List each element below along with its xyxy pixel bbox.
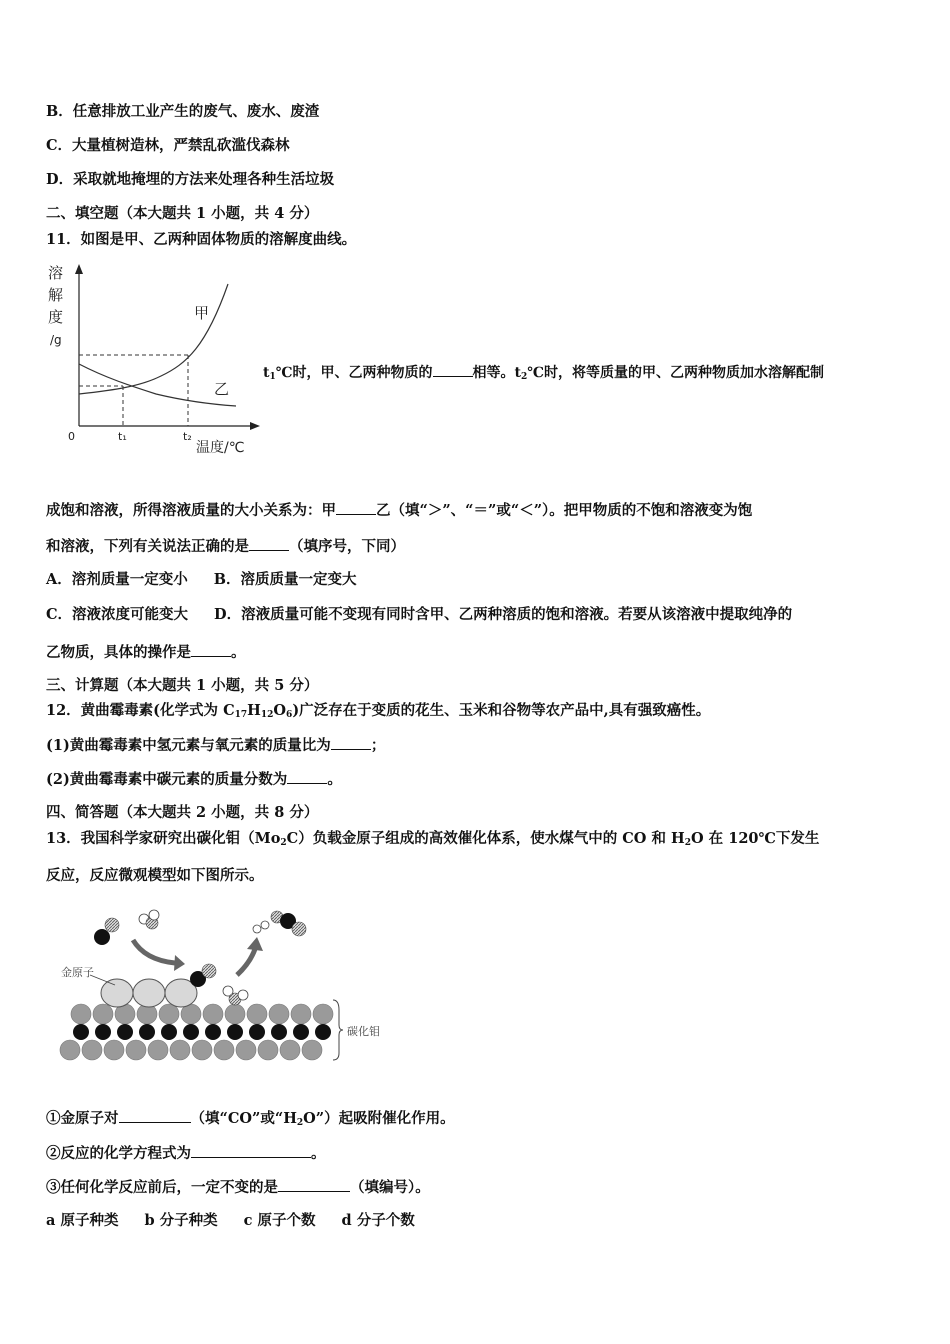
q13-opt-b: b 分子种类 (144, 1212, 218, 1229)
blank-5[interactable] (331, 735, 371, 750)
graph-origin: 0 (68, 430, 75, 443)
graph-xlabel: 温度/℃ (196, 440, 245, 456)
graph-ylabel-1: 溶 (48, 264, 64, 282)
q13-part-3: ③任何化学反应前后，一定不变的是 （填编号）。 (46, 1179, 430, 1196)
c-atom-1 (94, 929, 110, 945)
q11-text-3: 和溶液，下列有关说法正确的是 （填序号，下同） (46, 538, 405, 555)
x-axis-arrow-icon (250, 422, 260, 430)
molybdenum-carbide-substrate (60, 1004, 333, 1060)
section-4-heading: 四、简答题（本大题共 2 小题，共 8 分） (46, 804, 319, 821)
arrow-out-icon (237, 949, 255, 975)
q13-opt-c: c 原子个数 (243, 1212, 316, 1229)
y-axis-arrow-icon (75, 264, 83, 274)
q13-part-1: ①金原子对 （填“CO”或“$H_2O$”）起吸附催化作用。 (46, 1110, 455, 1128)
q13-part-2: ②反应的化学方程式为 。 (46, 1145, 326, 1162)
blank-9[interactable] (278, 1177, 350, 1192)
q13-opt-a: a 原子种类 (46, 1212, 119, 1229)
blank-7[interactable] (119, 1108, 191, 1123)
curve-yi (79, 364, 236, 406)
reaction-model-figure (55, 905, 385, 1065)
blank-4[interactable] (191, 642, 231, 657)
q11-options-cd: C．溶液浓度可能变大 D．溶液质量可能不变现有同时含甲、乙两种溶质的饱和溶液。若要从该溶液中提取纯净的 (46, 606, 793, 623)
blank-1[interactable] (433, 362, 473, 377)
q13-stem: 13．我国科学家研究出碳化钼$(Mo_2C)$负载金原子组成的高效催化体系，使水煤气中的 CO 和 $H_2O$ 在 120℃下发生 (46, 830, 820, 848)
graph-t1: t₁ (118, 430, 127, 443)
moc-label: 碳化钼 (347, 1025, 380, 1038)
blank-3[interactable] (249, 536, 289, 551)
q12-part-1: (1)黄曲霉毒素中氢元素与氧元素的质量比为 ； (46, 737, 386, 754)
q12-part-2: (2)黄曲霉毒素中碳元素的质量分数为 。 (46, 771, 342, 788)
graph-ylabel-3: 度 (48, 308, 64, 326)
q11-text-2: 成饱和溶液，所得溶液质量的大小关系为：甲 乙（填“＞”、“＝”或“＜”）。把甲物质的不饱和溶液变为饱 (46, 502, 753, 519)
gold-atoms (101, 979, 197, 1007)
graph-ylabel-2: 解 (48, 286, 64, 304)
gold-atom-label: 金原子 (61, 966, 94, 979)
q12-stem: 12．黄曲霉毒素(化学式为 $C_{17}H_{12}O_6$)广泛存在于变质的花生、玉米和谷物等农产品中,具有强致癌性。 (46, 702, 711, 720)
q13-opt-d: d 分子个数 (341, 1212, 415, 1229)
q11-text-4: 乙物质，具体的操作是 。 (46, 644, 246, 661)
solubility-curve-graph (46, 262, 261, 462)
section-3-heading: 三、计算题（本大题共 1 小题，共 5 分） (46, 677, 319, 694)
curve-label-jia: 甲 (194, 304, 210, 322)
o-atom-1 (105, 918, 119, 932)
curve-label-yi: 乙 (214, 380, 230, 398)
q13-stem-2: 反应，反应微观模型如下图所示。 (46, 867, 264, 884)
q11-stem: 11．如图是甲、乙两种固体物质的溶解度曲线。 (46, 231, 357, 248)
q11-text-1: $t_1℃$时，甲、乙两种物质的 相等。$t_2℃$时，将等质量的甲、乙两种物质加水溶解配制 (263, 362, 824, 387)
blank-2[interactable] (336, 500, 376, 515)
graph-t2: t₂ (183, 430, 192, 443)
blank-8[interactable] (191, 1143, 311, 1158)
blank-6[interactable] (287, 769, 327, 784)
q10-option-c: C．大量植树造林，严禁乱砍滥伐森林 (46, 137, 290, 154)
q10-option-d: D．采取就地掩埋的方法来处理各种生活垃圾 (46, 171, 335, 188)
q13-options (46, 1211, 415, 1231)
section-2-heading: 二、填空题（本大题共 1 小题，共 4 分） (46, 205, 319, 222)
arrow-in-icon (133, 940, 175, 963)
q10-option-b: B．任意排放工业产生的废气、废水、废渣 (46, 103, 320, 120)
curve-jia (79, 284, 228, 394)
q11-options-ab: A．溶剂质量一定变小 B．溶质质量一定变大 (46, 571, 357, 588)
graph-ylabel-4: /g (50, 333, 62, 347)
